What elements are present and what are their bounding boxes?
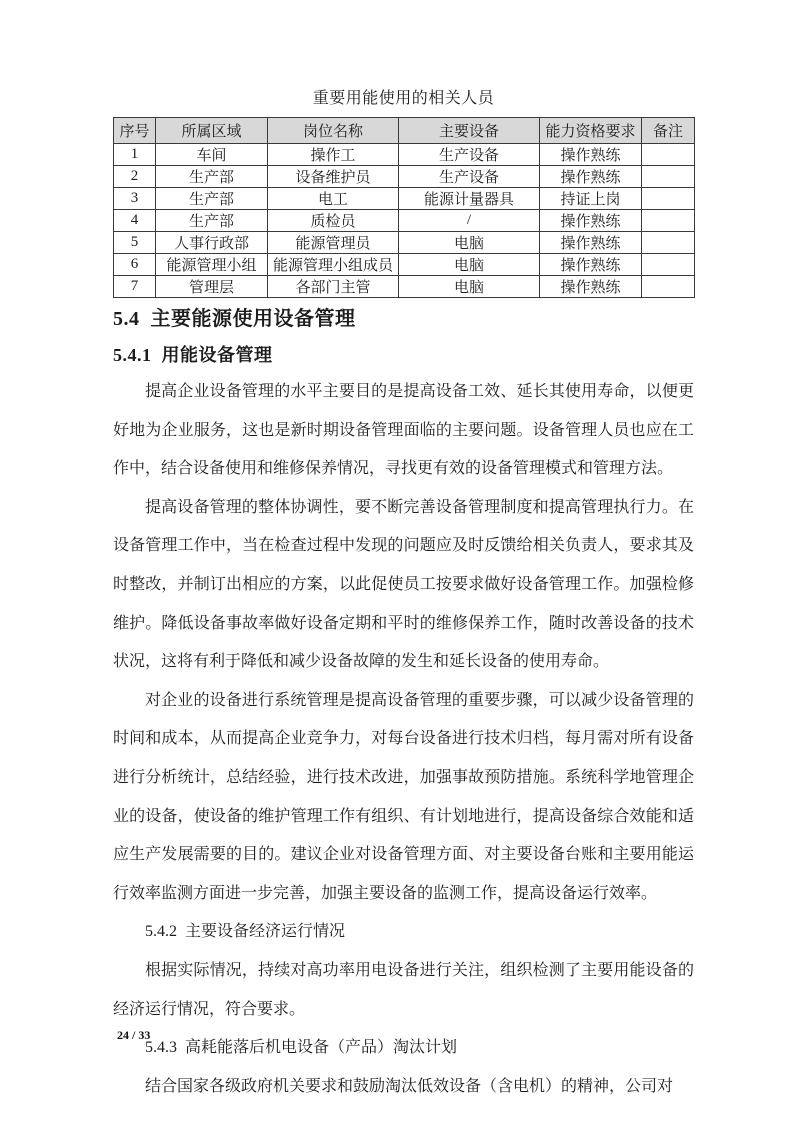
cell-no: 5 <box>114 232 156 254</box>
table-row <box>114 254 695 276</box>
cell-qualification: 操作熟练 <box>540 210 642 232</box>
cell-position: 质检员 <box>268 210 399 232</box>
cell-qualification: 操作熟练 <box>540 144 642 166</box>
col-header-qualification: 能力资格要求 <box>540 118 642 144</box>
cell-no: 6 <box>114 254 156 276</box>
cell-equipment: 电脑 <box>399 232 540 254</box>
table-row <box>114 232 695 254</box>
cell-position: 电工 <box>268 188 399 210</box>
table-title: 重要用能使用的相关人员 <box>312 90 495 107</box>
cell-qualification: 操作熟练 <box>540 166 642 188</box>
cell-no: 3 <box>114 188 156 210</box>
cell-no: 2 <box>114 166 156 188</box>
paragraph: 根据实际情况，持续对高功率用电设备进行关注，组织检测了主要用能设备的经济运行情况，符合要求。 <box>113 961 694 1018</box>
table-row <box>114 210 695 232</box>
table-row <box>114 276 695 298</box>
section-heading-5-4-1: 5.4.1 用能设备管理 <box>113 345 273 365</box>
cell-note <box>642 144 695 166</box>
section-heading-5-4-2: 5.4.2 主要设备经济运行情况 <box>145 923 346 941</box>
cell-qualification: 持证上岗 <box>540 188 642 210</box>
cell-equipment: 生产设备 <box>399 166 540 188</box>
body-text-block <box>113 373 694 1106</box>
cell-area: 生产部 <box>156 188 268 210</box>
cell-no: 1 <box>114 144 156 166</box>
cell-area: 人事行政部 <box>156 232 268 254</box>
cell-position: 操作工 <box>268 144 399 166</box>
cell-note <box>642 188 695 210</box>
cell-area: 管理层 <box>156 276 268 298</box>
cell-position: 能源管理员 <box>268 232 399 254</box>
col-header-equipment: 主要设备 <box>399 118 540 144</box>
paragraph: 提高企业设备管理的水平主要目的是提高设备工效、延长其使用寿命，以便更好地为企业服务，这也是新时期设备管理面临的主要问题。设备管理人员也应在工作中，结合设备使用和维修保养情况，寻找更有效的设备管理模式和管理方法。 <box>113 383 694 478</box>
cell-note <box>642 166 695 188</box>
col-header-note: 备注 <box>642 118 695 144</box>
cell-equipment: / <box>399 210 540 232</box>
paragraph: 对企业的设备进行系统管理是提高设备管理的重要步骤，可以减少设备管理的时间和成本，从而提高企业竞争力，对每台设备进行技术归档，每月需对所有设备进行分析统计，总结经验，进行技术改进，加强事故预防措施。系统科学地管理企业的设备，使设备的维护管理工作有组织、有计划地进行，提高设备综合效能和适应生产发展需要的目的。建议企业对设备管理方面、对主要设备台账和主要用能运行效率监测方面进一步完善，加强主要设备的监测工作，提高设备运行效率。 <box>113 691 694 902</box>
section-heading-5-4-3: 5.4.3 高耗能落后机电设备（产品）淘汰计划 <box>145 1039 458 1057</box>
cell-note <box>642 254 695 276</box>
table-row <box>114 188 695 210</box>
cell-note <box>642 232 695 254</box>
cell-qualification: 操作熟练 <box>540 232 642 254</box>
table-header-row <box>114 118 695 144</box>
cell-no: 7 <box>114 276 156 298</box>
table-row <box>114 166 695 188</box>
cell-equipment: 生产设备 <box>399 144 540 166</box>
cell-equipment: 能源计量器具 <box>399 188 540 210</box>
document-content <box>113 88 694 1106</box>
col-header-position: 岗位名称 <box>268 118 399 144</box>
table-row <box>114 144 695 166</box>
cell-position: 各部门主管 <box>268 276 399 298</box>
cell-equipment: 电脑 <box>399 254 540 276</box>
section-heading-5-4: 5.4 主要能源使用设备管理 <box>113 308 356 330</box>
personnel-table <box>113 117 695 298</box>
paragraph: 结合国家各级政府机关要求和鼓励淘汰低效设备（含电机）的精神，公司对 <box>145 1077 674 1095</box>
cell-area: 生产部 <box>156 210 268 232</box>
cell-note <box>642 210 695 232</box>
cell-area: 能源管理小组 <box>156 254 268 276</box>
cell-area: 生产部 <box>156 166 268 188</box>
cell-no: 4 <box>114 210 156 232</box>
cell-area: 车间 <box>156 144 268 166</box>
cell-qualification: 操作熟练 <box>540 254 642 276</box>
cell-note <box>642 276 695 298</box>
cell-qualification: 操作熟练 <box>540 276 642 298</box>
cell-equipment: 电脑 <box>399 276 540 298</box>
cell-position: 设备维护员 <box>268 166 399 188</box>
page-number: 24 / 33 <box>117 1028 151 1042</box>
col-header-area: 所属区域 <box>156 118 268 144</box>
cell-position: 能源管理小组成员 <box>268 254 399 276</box>
col-header-no: 序号 <box>114 118 156 144</box>
paragraph: 提高设备管理的整体协调性，要不断完善设备管理制度和提高管理执行力。在设备管理工作中，当在检查过程中发现的问题应及时反馈给相关负责人，要求其及时整改，并制订出相应的方案，以此促使员工按要求做好设备管理工作。加强检修维护。降低设备事故率做好设备定期和平时的维修保养工作，随时改善设备的技术状况，这将有利于降低和减少设备故障的发生和延长设备的使用寿命。 <box>113 498 694 671</box>
